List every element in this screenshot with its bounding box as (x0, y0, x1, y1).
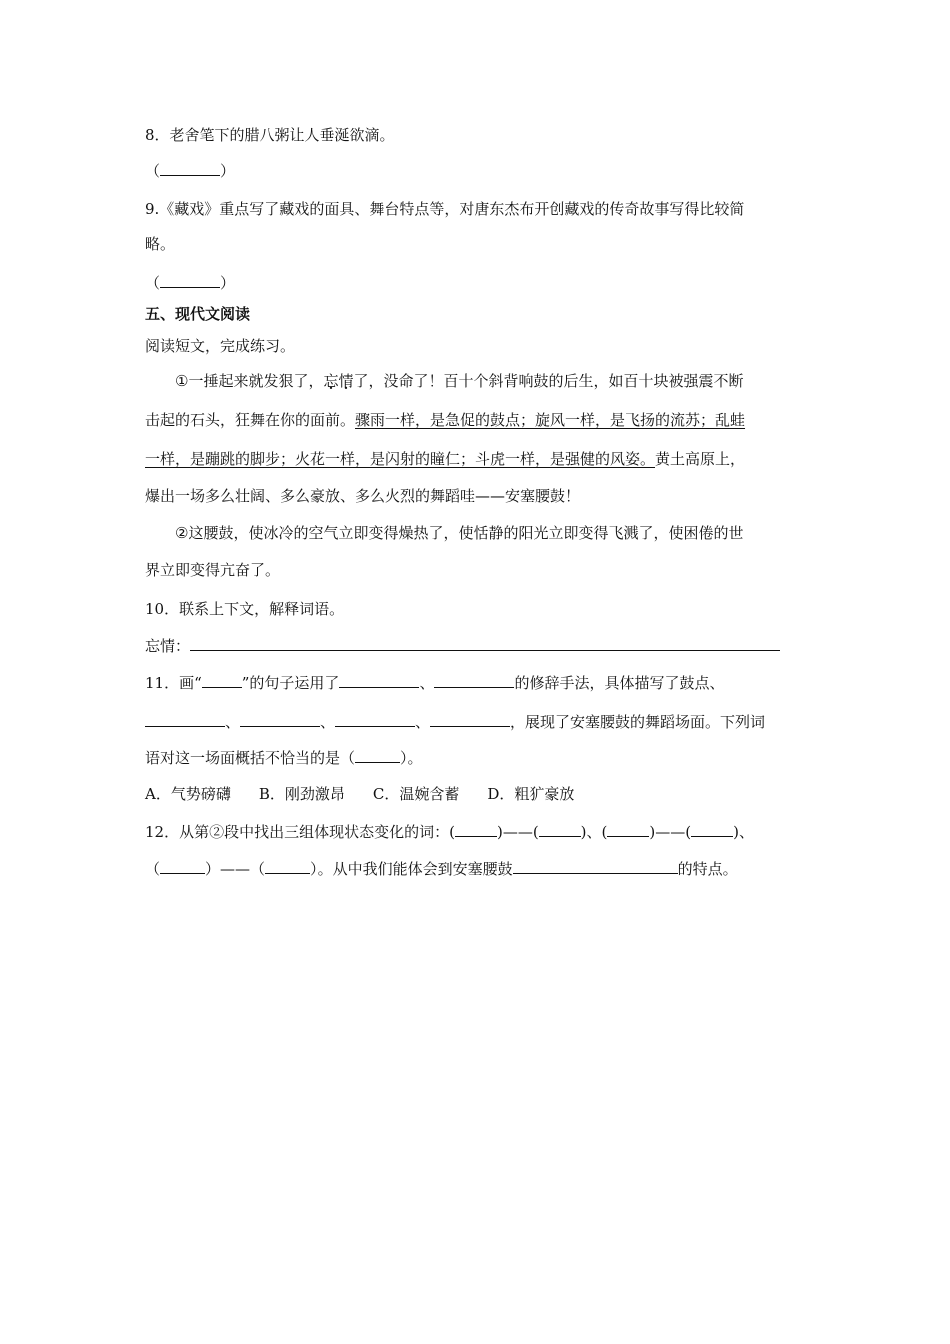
answer-blank-12-3[interactable] (607, 821, 649, 837)
answer-blank-11-b[interactable] (240, 711, 320, 727)
question-12-line2: （ ）——（ ）。从中我们能体会到安塞腰鼓 的特点。 (145, 860, 738, 878)
answer-paren-8: （ ） (145, 162, 236, 180)
answer-blank-11-rhetoric-1[interactable] (339, 672, 419, 688)
question-11-options (145, 784, 602, 804)
underline-mark-blank[interactable] (202, 672, 242, 688)
answer-blank-12-1[interactable] (455, 821, 497, 837)
question-11-line3: 语对这一场面概括不恰当的是（ ）。 (145, 749, 423, 767)
question-11-line1: 11．画“ ”的句子运用了 、 的修辞手法，具体描写了鼓点、 (145, 674, 725, 692)
answer-blank-12-6[interactable] (265, 858, 310, 874)
answer-blank-11-a[interactable] (145, 711, 225, 727)
answer-blank-12-2[interactable] (539, 821, 581, 837)
answer-paren-9: （ ） (145, 274, 236, 292)
answer-blank-11-rhetoric-2[interactable] (434, 672, 514, 688)
passage-p2-line2: 界立即变得亢奋了。 (145, 561, 281, 579)
section-heading: 五、现代文阅读 (145, 305, 251, 323)
question-8: 8．老舍笔下的腊八粥让人垂涎欲滴。 (145, 126, 395, 144)
option-a[interactable]: A．气势磅礴 (145, 785, 231, 803)
answer-blank-8[interactable] (160, 160, 220, 176)
underlined-sentence: 骤雨一样，是急促的鼓点；旋风一样，是飞扬的流苏；乱蛙 (355, 411, 746, 429)
answer-blank-12-4[interactable] (691, 821, 733, 837)
answer-blank-12-5[interactable] (160, 858, 205, 874)
question-9-line2: 略。 (145, 235, 176, 253)
passage-p1-line4: 爆出一场多么壮阔、多么豪放、多么火烈的舞蹈哇——安塞腰鼓！ (145, 487, 581, 505)
question-12-line1: 12．从第②段中找出三组体现状态变化的词：( )——( )、( )——( )、 (145, 823, 754, 841)
question-9-line1: 9.《藏戏》重点写了藏戏的面具、舞台特点等，对唐东杰布开创藏戏的传奇故事写得比较简 (145, 200, 745, 218)
option-b[interactable]: B．刚劲激昂 (258, 785, 345, 803)
question-10-answer: 忘情： (145, 635, 780, 656)
passage-p1-line2: 击起的石头，狂舞在你的面前。骤雨一样，是急促的鼓点；旋风一样，是飞扬的流苏；乱蛙 (145, 411, 746, 429)
section-instruction: 阅读短文，完成练习。 (145, 337, 296, 355)
passage-p1-line1: ①一捶起来就发狠了，忘情了，没命了！百十个斜背响鼓的后生，如百十块被强震不断 (175, 372, 744, 390)
option-c[interactable]: C．温婉含蓄 (372, 785, 460, 803)
passage-p1-line3: 一样，是蹦跳的脚步；火花一样，是闪射的瞳仁；斗虎一样，是强健的风姿。黄土高原上， (145, 450, 746, 468)
underlined-sentence: 一样，是蹦跳的脚步；火花一样，是闪射的瞳仁；斗虎一样，是强健的风姿。 (145, 450, 656, 468)
answer-blank-11-d[interactable] (430, 711, 510, 727)
answer-blank-11-choice[interactable] (355, 747, 400, 763)
option-d[interactable]: D．粗犷豪放 (487, 785, 575, 803)
answer-blank-11-c[interactable] (335, 711, 415, 727)
question-11-line2: 、 、 、 ，展现了安塞腰鼓的舞蹈场面。下列词 (145, 711, 765, 732)
answer-blank-12-feature[interactable] (513, 858, 678, 874)
answer-blank-10[interactable] (190, 635, 780, 651)
passage-p2-line1: ②这腰鼓，使冰冷的空气立即变得燥热了，使恬静的阳光立即变得飞溅了，使困倦的世 (175, 524, 744, 542)
question-10: 10．联系上下文，解释词语。 (145, 600, 345, 618)
answer-blank-9[interactable] (160, 272, 220, 288)
